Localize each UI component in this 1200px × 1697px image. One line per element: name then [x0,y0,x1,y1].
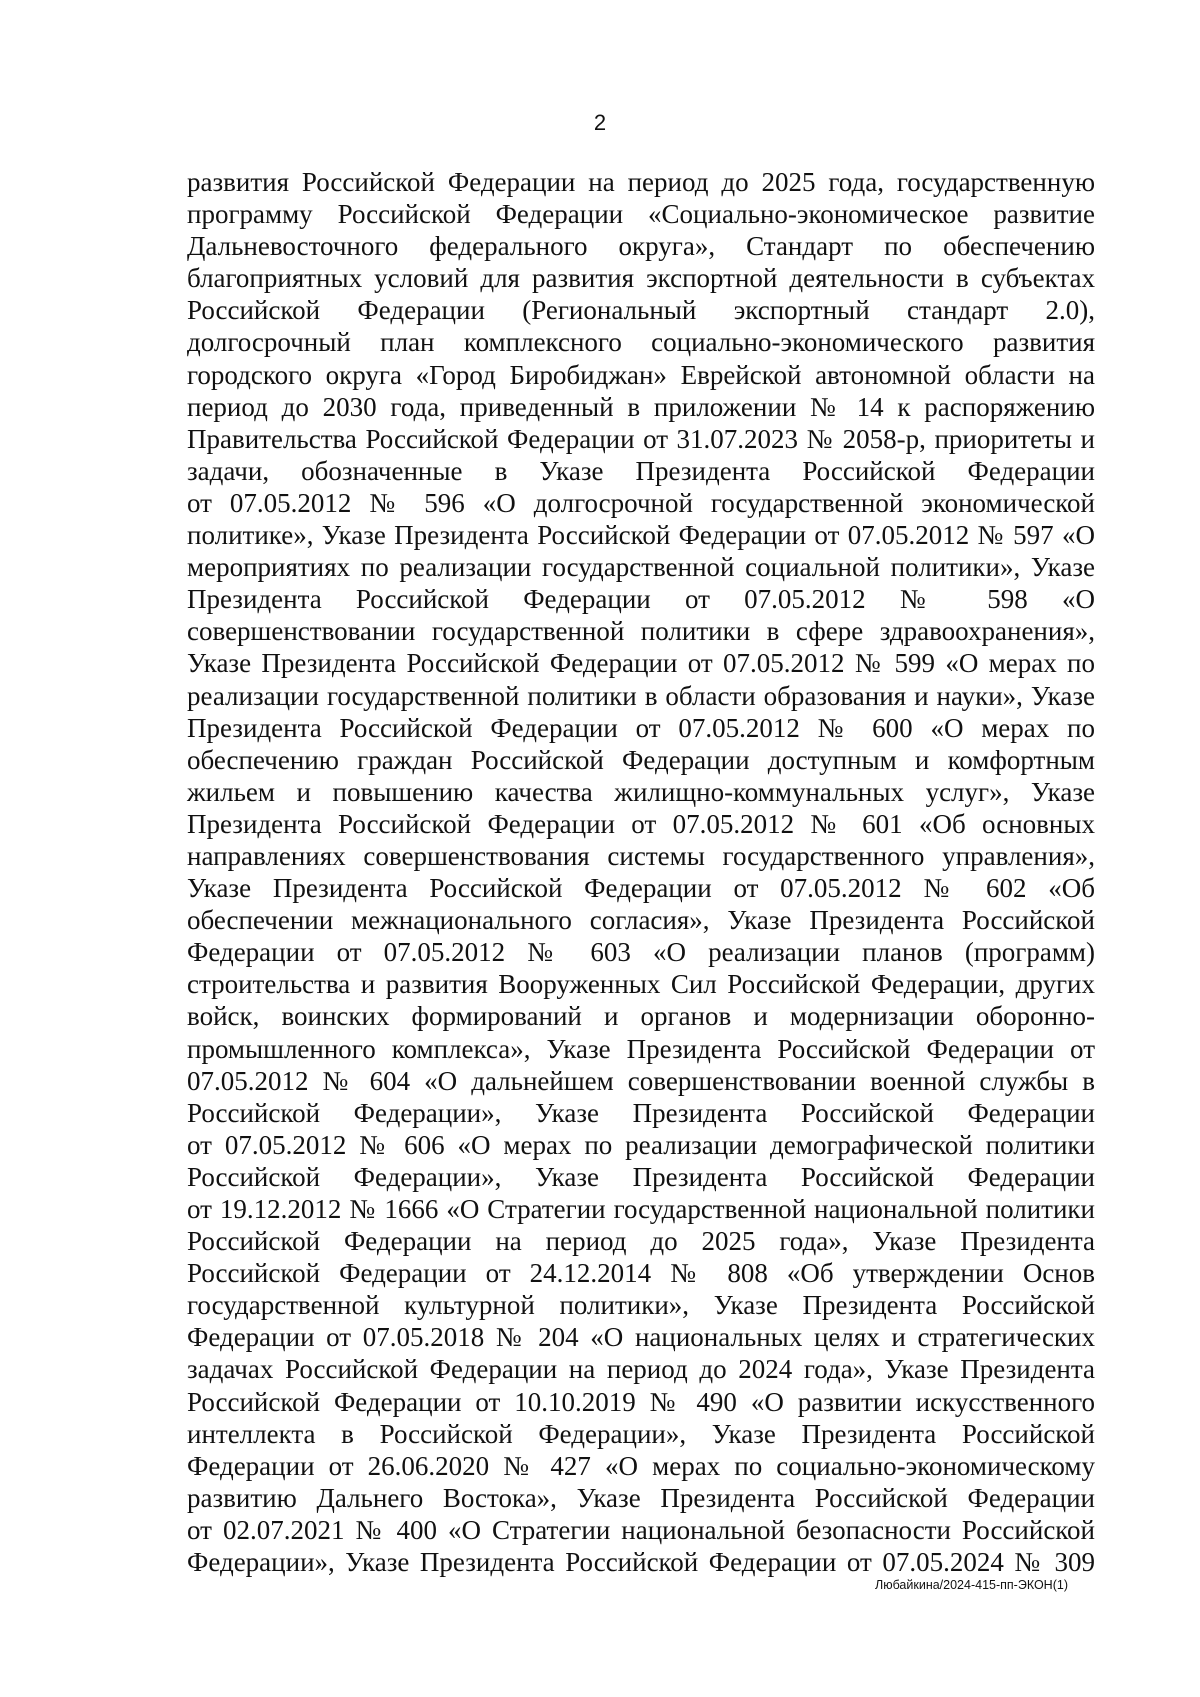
body-text-line: Российской Федерации», Указе Президента Российской Федерации [187,1097,1095,1128]
body-text-line: Правительства Российской Федерации от 31.07.2023 № 2058-р, приоритеты и [187,423,1095,454]
body-text-line: промышленного комплекса», Указе Президента Российской Федерации от [187,1033,1095,1064]
body-text-line: Федерации от 07.05.2012 № 603 «О реализации планов (программ) [187,937,1095,968]
body-text-line: обеспечении межнационального согласия», Указе Президента Российской [187,905,1095,936]
body-text-line: Федерации от 07.05.2018 № 204 «О национальных целях и стратегических [187,1322,1095,1353]
body-text-line: Президента Российской Федерации от 07.05.2012 № 600 «О мерах по [187,712,1095,743]
body-text-line: от 07.05.2012 № 596 «О долгосрочной государственной экономической [187,487,1095,518]
body-text-line: Президента Российской Федерации от 07.05.2012 № 598 «О [187,584,1095,615]
body-text-line: интеллекта в Российской Федерации», Указе Президента Российской [187,1418,1095,1449]
body-text-line: мероприятиях по реализации государственной социальной политики», Указе [187,552,1095,583]
body-text-line: городского округа «Город Биробиджан» Еврейской автономной области на [187,359,1095,390]
body-text-line: направлениях совершенствования системы государственного управления», [187,840,1095,871]
body-text-line: обеспечению граждан Российской Федерации доступным и комфортным [187,744,1095,775]
page-number: 2 [593,110,607,135]
body-text-line: совершенствовании государственной политики в сфере здравоохранения», [187,616,1095,647]
body-text-line: от 19.12.2012 № 1666 «О Стратегии государственной национальной политики [187,1194,1095,1224]
body-text-line: Дальневосточного федерального округа», Стандарт по обеспечению [187,231,1095,262]
body-text-line: благоприятных условий для развития экспортной деятельности в субъектах [187,263,1095,294]
body-text-line: строительства и развития Вооруженных Сил Российской Федерации, других [187,969,1095,1000]
body-text-line: Президента Российской Федерации от 07.05.2012 № 601 «Об основных [187,808,1095,839]
body-text-line: развития Российской Федерации на период до 2025 года, государственную [187,167,1095,197]
body-text-line: государственной культурной политики», Указе Президента Российской [187,1290,1095,1321]
body-text [187,166,1095,1578]
body-text-line: от 02.07.2021 № 400 «О Стратегии национальной безопасности Российской [187,1514,1095,1545]
body-text-line: долгосрочный план комплексного социально-экономического развития [187,327,1095,358]
body-text-line: развитию Дальнего Востока», Указе Президента Российской Федерации [187,1482,1095,1513]
body-text-line: Российской Федерации от 10.10.2019 № 490 «О развитии искусственного [187,1386,1095,1417]
body-text-line: задачи, обозначенные в Указе Президента Российской Федерации [187,455,1095,486]
body-text-line: 07.05.2012 № 604 «О дальнейшем совершенствовании военной службы в [187,1065,1095,1096]
body-text-line: Российской Федерации», Указе Президента Российской Федерации [187,1161,1095,1192]
body-text-line: Российской Федерации (Региональный экспортный стандарт 2.0), [187,295,1095,326]
body-text-line: программу Российской Федерации «Социально-экономическое развитие [187,199,1095,230]
body-text-line: политике», Указе Президента Российской Федерации от 07.05.2012 № 597 «О [187,520,1095,551]
body-text-line: реализации государственной политики в области образования и науки», Указе [187,680,1095,711]
body-text-line: период до 2030 года, приведенный в приложении № 14 к распоряжению [187,391,1095,422]
body-text-line: Федерации от 26.06.2020 № 427 «О мерах по социально-экономическому [187,1450,1095,1481]
body-text-line: жильем и повышению качества жилищно-коммунальных услуг», Указе [187,776,1095,807]
document-footer-code: Любайкина/2024-415-пп-ЭКОН(1) [874,1578,1068,1592]
body-text-line: Федерации», Указе Президента Российской Федерации от 07.05.2024 № 309 [187,1547,1095,1578]
body-text-line: Российской Федерации от 24.12.2014 № 808 «Об утверждении Основ [187,1258,1095,1289]
body-text-line: Российской Федерации на период до 2025 года», Указе Президента [187,1226,1095,1257]
body-text-line: войск, воинских формирований и органов и модернизации оборонно- [187,1001,1095,1032]
body-text-line: Указе Президента Российской Федерации от 07.05.2012 № 599 «О мерах по [187,648,1095,679]
body-text-line: Указе Президента Российской Федерации от 07.05.2012 № 602 «Об [187,873,1095,904]
body-text-line: от 07.05.2012 № 606 «О мерах по реализации демографической политики [187,1129,1095,1160]
body-text-line: задачах Российской Федерации на период до 2024 года», Указе Президента [187,1354,1095,1385]
